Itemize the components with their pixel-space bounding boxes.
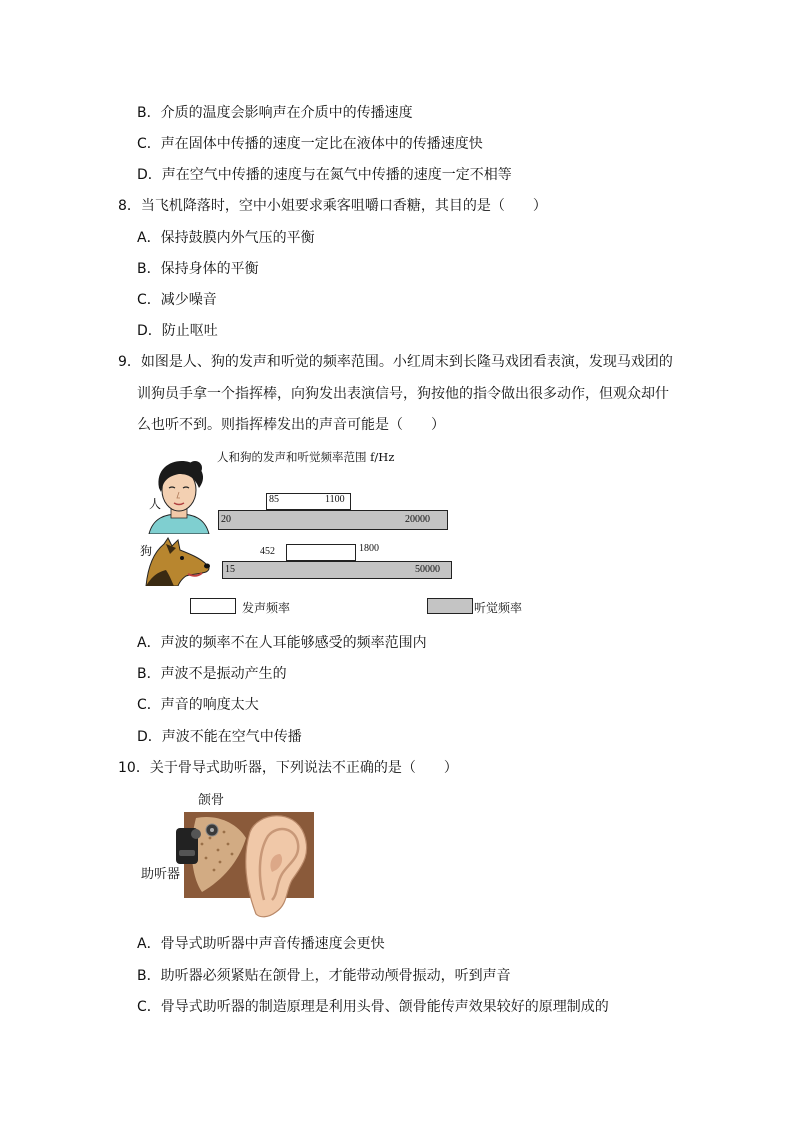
q10-option-b: B．助听器必须紧贴在颌骨上，才能带动颅骨振动，听到声音 (137, 968, 511, 984)
hearing-aid-label: 助听器 (141, 867, 181, 882)
q9-stem-line1: 9．如图是人、狗的发声和听觉的频率范围。小红周末到长隆马戏团看表演，发现马戏团的 (118, 354, 673, 370)
dog-hearing-high-label: 50000 (415, 564, 440, 575)
dog-voice-low-label: 452 (260, 546, 275, 557)
human-hearing-low-label: 20 (221, 514, 231, 525)
q8-option-a: A．保持鼓膜内外气压的平衡 (137, 230, 315, 246)
q10-option-a: A．骨导式助听器中声音传播速度会更快 (137, 936, 385, 952)
q9-option-a: A．声波的频率不在人耳能够感受的频率范围内 (137, 635, 427, 651)
dog-voice-bar (286, 544, 356, 561)
q9-stem-line3: 么也听不到。则指挥棒发出的声音可能是（ ） (137, 417, 445, 433)
q8-option-c: C．减少噪音 (137, 292, 217, 308)
q7-option-c: C．声在固体中传播的速度一定比在液体中的传播速度快 (137, 136, 483, 152)
human-voice-high-label: 1100 (325, 494, 345, 505)
q7-option-b: B．介质的温度会影响声在介质中的传播速度 (137, 105, 413, 121)
chart-title: 人和狗的发声和听觉频率范围 f/Hz (217, 450, 395, 464)
legend-voice-swatch (190, 598, 236, 614)
q9-option-b: B．声波不是振动产生的 (137, 666, 287, 682)
q7-option-d: D．声在空气中传播的速度与在氮气中传播的速度一定不相等 (137, 167, 512, 183)
human-voice-low-label: 85 (269, 494, 279, 505)
q8-stem: 8．当飞机降落时，空中小姐要求乘客咀嚼口香糖，其目的是（ ） (118, 198, 547, 214)
q10-stem: 10．关于骨导式助听器，下列说法不正确的是（ ） (118, 760, 458, 776)
q8-option-b: B．保持身体的平衡 (137, 261, 259, 277)
legend-hearing-swatch (427, 598, 473, 614)
legend-voice-label: 发声频率 (242, 601, 291, 615)
q9-option-c: C．声音的响度太大 (137, 697, 259, 713)
q10-option-c: C．骨导式助听器的制造原理是利用头骨、颌骨能传声效果较好的原理制成的 (137, 999, 609, 1015)
jaw-bone-label: 颌骨 (198, 793, 225, 808)
q9-stem-line2: 训狗员手拿一个指挥棒，向狗发出表演信号，狗按他的指令做出很多动作，但观众却什 (137, 386, 669, 402)
legend-hearing-label: 听觉频率 (474, 601, 523, 615)
dog-label: 狗 (140, 544, 153, 558)
q9-option-d: D．声波不能在空气中传播 (137, 729, 302, 745)
dog-icon (144, 536, 212, 586)
ear-illustration (176, 808, 316, 918)
human-label: 人 (149, 497, 162, 511)
dog-voice-high-label: 1800 (359, 543, 379, 554)
human-hearing-high-label: 20000 (405, 514, 430, 525)
dog-hearing-low-label: 15 (225, 564, 235, 575)
q8-option-d: D．防止呕吐 (137, 323, 218, 339)
